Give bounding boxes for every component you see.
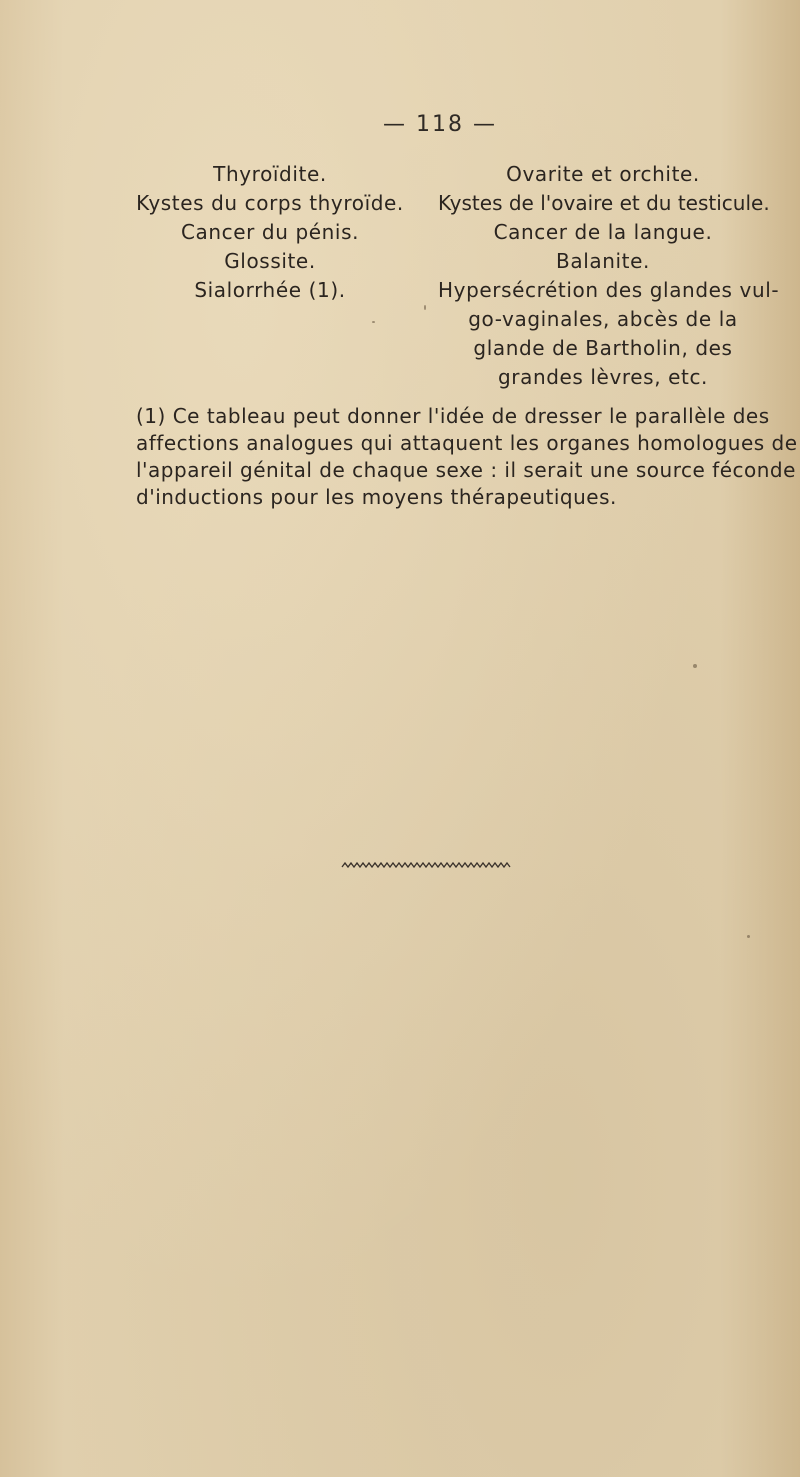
left-column-line: Cancer du pénis. (180, 220, 360, 244)
left-column (130, 160, 410, 305)
paper-speck (424, 305, 426, 310)
left-column-line: Thyroïdite. (213, 162, 327, 186)
paper-speck (747, 935, 750, 938)
right-column (438, 160, 780, 392)
left-column-line: Sialorrhée (1). (194, 278, 346, 302)
left-column-line: Glossite. (224, 249, 316, 273)
right-column-line: grandes lèvres, etc. (497, 365, 709, 389)
right-column-line: Ovarite et orchite. (506, 162, 700, 186)
wavy-rule-ornament-icon (340, 858, 515, 872)
right-column-line: go-vaginales, abcès de la (468, 307, 738, 331)
left-column-line: Kystes du corps thyroïde. (136, 191, 404, 215)
right-column-line: glande de Bartholin, des (473, 336, 733, 360)
footnote-line: d'inductions pour les moyens thérapeutiques. (136, 485, 617, 509)
paper-speck (693, 664, 697, 668)
paper-speck (372, 321, 375, 323)
right-column-line: Kystes de l'ovaire et du testicule. (438, 191, 770, 215)
right-column-line: Balanite. (556, 249, 650, 273)
page-number: — 118 — (383, 112, 497, 137)
footnote-line: l'appareil génital de chaque sexe : il serait une source féconde (136, 458, 796, 482)
right-column-line: Cancer de la langue. (493, 220, 713, 244)
footnote (136, 403, 798, 511)
footnote-line: (1) Ce tableau peut donner l'idée de dresser le parallèle des (136, 404, 770, 428)
right-column-line: Hypersécrétion des glandes vul- (438, 278, 780, 302)
footnote-line: affections analogues qui attaquent les organes homologues de (136, 431, 798, 455)
